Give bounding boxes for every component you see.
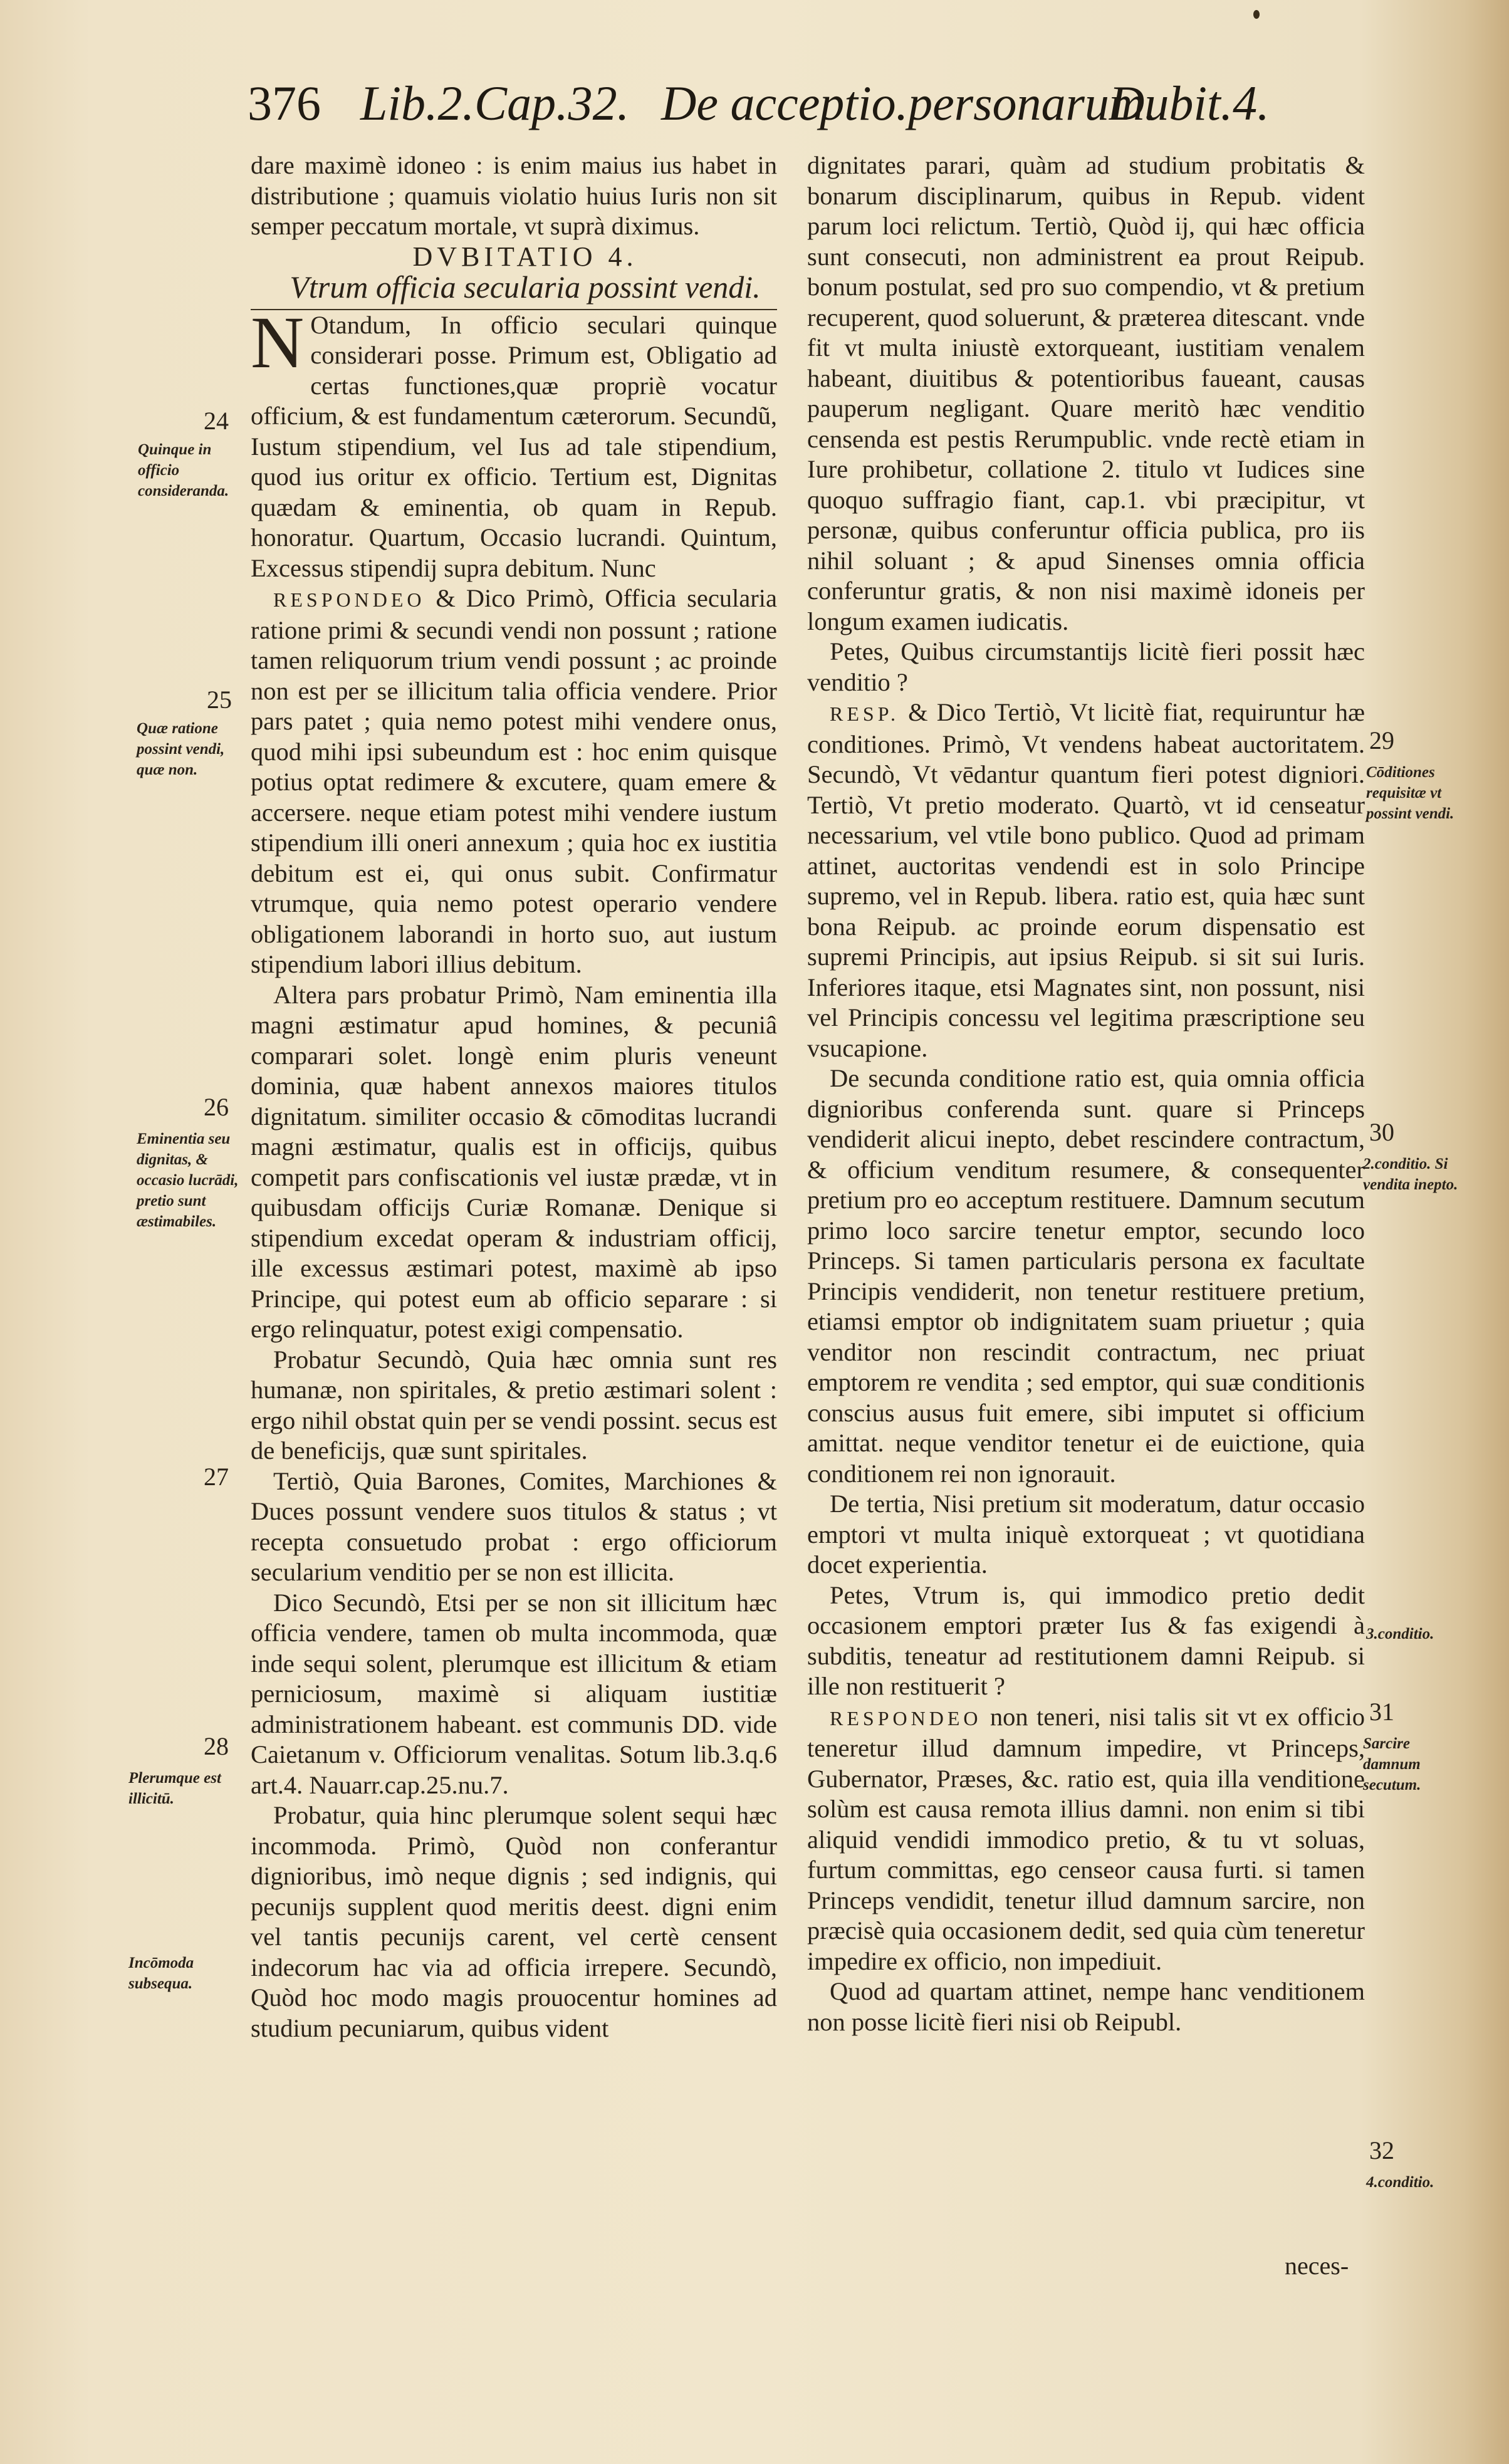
- section-question: Vtrum officia secularia possint vendi.: [251, 272, 777, 310]
- margin-number-25: 25: [207, 686, 232, 714]
- paragraph-26: Altera pars probatur Primò, Nam eminentia illa magni æstimatur apud homines, & pecuniâ comparari solet. longè enim pluris veneunt dominia, quæ habent annexos maiores titulos dignitatum. similiter occasio & cōmoditas lucrandi magni æstimatur, qualis est in officijs, quibus competit pars confiscationis vel iustæ prædæ, vt in quibusdam officijs Curiæ Romanæ. Denique si stipendium excedat operam & industriam officij, ille excessus æstimari potest, maximè ab ipso Principe, qui potest eum ab officio separare : si ergo relinquatur, potest exigi compensatio.: [251, 980, 777, 1343]
- right-column: [807, 150, 1365, 2037]
- margin-note-25: Quæ ratione possint vendi, quæ non.: [137, 720, 225, 778]
- paragraph-32: Quod ad quartam attinet, nempe hanc venditionem non posse licitè fieri nisi ob Reipubl.: [807, 1977, 1365, 2036]
- margin-note-incommoda: Incōmoda subsequa.: [128, 1955, 194, 1992]
- running-title: De acceptio.personarum.: [661, 76, 1157, 130]
- margin-note-24: Quinque in officio consideranda.: [138, 441, 229, 499]
- margin-note-28: Plerumque est illicitū.: [128, 1770, 221, 1807]
- margin-number-31: 31: [1369, 1698, 1394, 1726]
- section-heading: DVBITATIO 4.: [412, 241, 638, 272]
- paragraph-25-text: & Dico Primò, Officia secularia ratione primi & secundi vendi non possunt ; ratione tamen reliquorum trium vendi possunt ; ac proinde non est per se illicitum talia officia vendere. Prior pars patet ; quia nemo potest mihi vendere onus, quod mihi ipsi subeundum est : hoc enim quisque potius optat redimere & excutere, quam emere & accersere. neque etiam potest mihi vendere iustum stipendium illi oneri annexum ; quia hoc ex iustitia debitum est ei, qui onus subit. Confirmatur vtrumque, quia nemo potest operario vendere obligationem laborandi in horto suo, aut iustum stipendium labori illius debitum.: [251, 584, 777, 978]
- book-chapter: Lib.2.Cap.32.: [360, 76, 630, 130]
- paragraph-28: Dico Secundò, Etsi per se non sit illicitum hæc officia vendere, tamen ob multa incommoda, quæ inde sequi solent, plerumque est illicitum & etiam perniciosum, maximè si aliquam iustitiæ administrationem habeant. est communis DD. vide Caietanum v. Officiorum venalitas. Sotum lib.3.q.6 art.4. Nauarr.cap.25.nu.7.: [251, 1588, 777, 1799]
- paragraph-27b: Tertiò, Quia Barones, Comites, Marchiones & Duces possunt vendere suos titulos & status ; vt recepta consuetudo probat : ergo officiorum secularium venditio per se non est illicita.: [251, 1466, 777, 1586]
- margin-note-26: Eminentia seu dignitas, & occasio lucrādi, pretio sunt æstimabiles.: [137, 1130, 239, 1230]
- left-column: [251, 150, 777, 2044]
- margin-note-30: 2.conditio. Si vendita inepto.: [1363, 1156, 1458, 1193]
- paragraph-27a: Probatur Secundò, Quia hæc omnia sunt res humanæ, non spiritales, & pretio æstimari solent : ergo nihil obstat quin per se vendi possint. secus est de beneficijs, quæ sunt spiritales.: [251, 1345, 777, 1464]
- resp-word: RESP.: [830, 702, 899, 725]
- catchword: neces-: [1285, 2252, 1349, 2280]
- paragraph-tertia: De tertia, Nisi pretium sit moderatum, datur occasio emptori vt multa iniquè extorqueat ; vt quotidiana docet experientia.: [807, 1490, 1365, 1579]
- margin-number-30: 30: [1369, 1118, 1394, 1146]
- margin-number-24: 24: [204, 407, 229, 435]
- paragraph-petes: Petes, Quibus circumstantijs licitè fieri possit hæc venditio ?: [807, 637, 1365, 696]
- ink-blot: [1253, 10, 1260, 19]
- paragraph-29-text: & Dico Tertiò, Vt licitè fiat, requiruntur hæ conditiones. Primò, Vt vendens habeat auctoritatem. Secundò, Vt vēdantur quantum fieri potest digniori. Tertiò, Vt pretio moderato. Quartò, vt id censeatur necessarium, vel vtile bono publico. Quod ad primam attinet, auctoritas vendendi est in solo Principe supremo, vel in Repub. libera. ratio est, quia hæc sunt bona Reipub. ac proinde eorum dispensatio est supremi Principis, aut ipsius Reipub. si sit sui Iuris. Inferiores itaque, etsi Magnates sint, non possunt, nisi vel Principis concessu vel legitima præscriptione seu vsucapione.: [807, 698, 1365, 1062]
- margin-number-32: 32: [1369, 2136, 1394, 2164]
- page-number: 376: [248, 76, 321, 130]
- margin-number-28: 28: [204, 1732, 229, 1760]
- drop-cap: N: [251, 301, 305, 384]
- margin-number-29: 29: [1369, 726, 1394, 754]
- margin-note-31: Sarcire damnum secutum.: [1363, 1735, 1421, 1793]
- margin-number-26: 26: [204, 1093, 229, 1121]
- respondeo-word: RESPONDEO: [830, 1706, 982, 1730]
- margin-note-29: Cōditiones requisitæ vt possint vendi.: [1366, 764, 1454, 822]
- margin-note-32: 4.conditio.: [1366, 2174, 1434, 2191]
- paragraph-incommoda: Probatur, quia hinc plerumque solent sequi hæc incommoda. Primò, Quòd non conferantur dignioribus, imò neque dignis ; sed indignis, qui pecunijs supplent quod meritis deest. digni enim vel tantis pecunijs carent, vel certè censent indecorum hac via ad officia irrepere. Secundò, Quòd hoc modo magis prouocentur homines ad studium pecuniarum, quibus vident: [251, 1801, 777, 2042]
- paragraph-31b: [807, 1702, 1365, 1977]
- paragraph-24: [251, 301, 777, 584]
- margin-number-27: 27: [204, 1463, 229, 1491]
- respondeo-word: RESPONDEO: [273, 588, 426, 611]
- paragraph-24-text: Otandum, In officio seculari quinque considerari posse. Primum est, Obligatio ad certas functiones,quæ propriè vocatur officium, & est fundamentum cæterorum. Secundũ, Iustum stipendium, vel Ius ad tale stipendium, quod ius oritur ex officio. Tertium est, Dignitas quædam & eminentia, ob quam in Repub. honoratur. Quartum, Occasio lucrandi. Quintum, Excessus stipendij supra debitum. Nunc: [251, 310, 777, 582]
- paragraph-31: Petes, Vtrum is, qui immodico pretio dedit occasionem emptori præter Ius & fas exigendi à subditis, teneatur ad restitutionem damni Reipub. si ille non restituerit ?: [807, 1580, 1365, 1700]
- paragraph-31b-text: non teneri, nisi talis sit vt ex officio teneretur illud damnum impedire, vt Princeps, Gubernator, Præses, &c. ratio est, quia illa venditione solùm est causa remota illius damni. non enim si tibi aliquid vendidi immodico pretio, & tu vt soluas, furtum committas, ego censeor causa furti. si tamen Princeps vendidit, tenetur illud damnum sarcire, non præcisè quia occasionem dedit, sed quia cùm teneretur impedire ex officio, non impediuit.: [807, 1702, 1365, 1975]
- dubitatio-number: Dubit.4.: [1109, 76, 1270, 130]
- paragraph-30: De secunda conditione ratio est, quia omnia officia dignioribus conferenda sunt. quare si Princeps vendiderit alicui inepto, debet rescindere contractum, & officium venditum resumere, & consequenter pretium pro eo acceptum restituere. Damnum secutum primo loco sarcire tenetur emptor, secundo loco Princeps. Si tamen particularis persona ex facultate Principis vendiderit, non tenetur restituere pretium, etiamsi emptor ob indignitatem suam priuetur ; quia venditor non rescindit contractum, nec priuat emptorem re vendita ; sed emptor, qui suæ conditionis conscius ausus fuit emere, sibi imputet si officium amittat. neque venditor tenetur ei de euictione, quia conditionem rei non ignorauit.: [807, 1064, 1365, 1488]
- margin-note-3: 3.conditio.: [1366, 1626, 1434, 1642]
- intro-paragraph: dare maximè idoneo : is enim maius ius habet in distributione ; quamuis violatio huius Iuris non sit semper peccatum mortale, vt suprà diximus.: [251, 151, 777, 240]
- paragraph-25: [251, 583, 777, 980]
- paragraph-29: [807, 697, 1365, 1063]
- paragraph-continued: dignitates parari, quàm ad studium probitatis & bonarum disciplinarum, quibus in Repub. vident parum loci relictum. Tertiò, Quòd ij, qui hæc officia sunt consecuti, non administrent ea prout Reipub. bonum postulat, sed pro suo compendio, vt & pretium recuperent, quod soluerunt, & præterea ditescant. vnde fit vt multa iniustè extorqueant, iustitiam venalem habeant, diuitibus & potentioribus faueant, causas pauperum negligant. Quare meritò hæc venditio censenda est pestis Rerumpublic. vnde rectè etiam in Iure prohibetur, collatione 2. titulo vt Iudices sine quoquo suffragio fiant, cap.1. vbi præcipitur, vt personæ, quibus conferuntur officia publica, pro iis nihil soluant ; & apud Sinenses omnia officia conferuntur gratis, & non nisi maximè idoneis per longum examen iudicatis.: [807, 151, 1365, 635]
- running-head: [248, 75, 1288, 144]
